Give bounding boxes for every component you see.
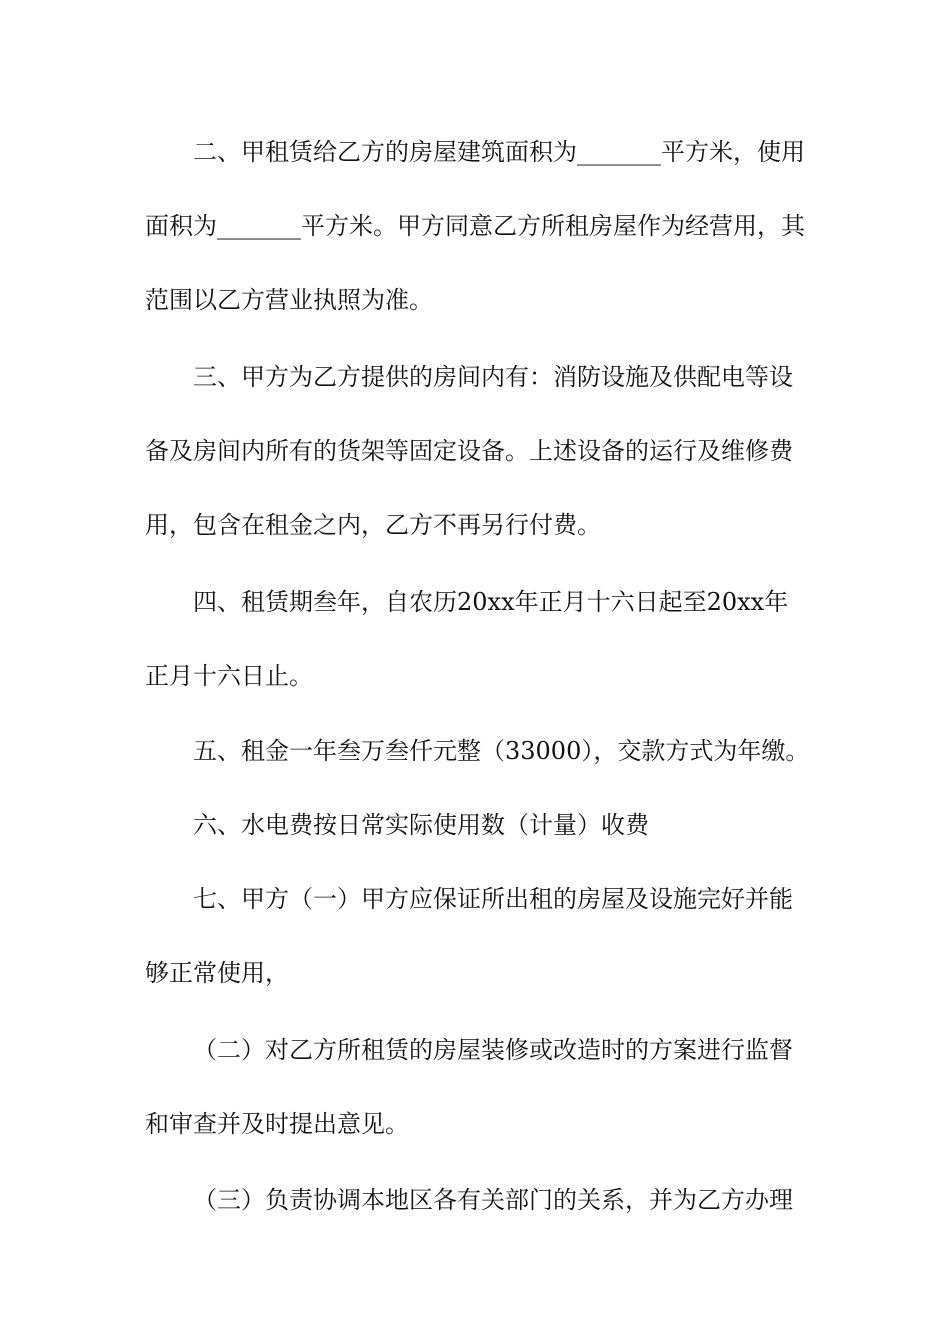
clause-7-3-line-1: （三）负责协调本地区各有关部门的关系，并为乙方办理: [193, 1186, 793, 1214]
clause-6-line-1: 六、水电费按日常实际使用数（计量）收费: [193, 811, 649, 839]
clause-3-line-1: 三、甲方为乙方提供的房间内有：消防设施及供配电等设: [193, 363, 793, 391]
clause-3-line-3: 用，包含在租金之内，乙方不再另行付费。: [145, 511, 601, 539]
clause-4-line-1: 四、租赁期叁年，自农历20xx年正月十六日起至20xx年: [193, 588, 789, 616]
clause-7-2-line-2: 和审查并及时提出意见。: [145, 1110, 409, 1138]
clause-7-2-line-1: （二）对乙方所租赁的房屋装修或改造时的方案进行监督: [193, 1036, 793, 1064]
clause-3-line-2: 备及房间内所有的货架等固定设备。上述设备的运行及维修费: [145, 437, 793, 465]
clause-7-line-2: 够正常使用，: [145, 959, 289, 987]
clause-5-line-1: 五、租金一年叁万叁仟元整（33000），交款方式为年缴。: [193, 737, 810, 765]
clause-2-line-2: 面积为_______平方米。甲方同意乙方所租房屋作为经营用，其: [145, 212, 805, 240]
clause-2-line-3: 范围以乙方营业执照为准。: [145, 286, 433, 314]
clause-2-line-1: 二、甲租赁给乙方的房屋建筑面积为_______平方米，使用: [193, 138, 805, 166]
clause-7-line-1: 七、甲方（一）甲方应保证所出租的房屋及设施完好并能: [193, 885, 793, 913]
clause-4-line-2: 正月十六日止。: [145, 662, 313, 690]
